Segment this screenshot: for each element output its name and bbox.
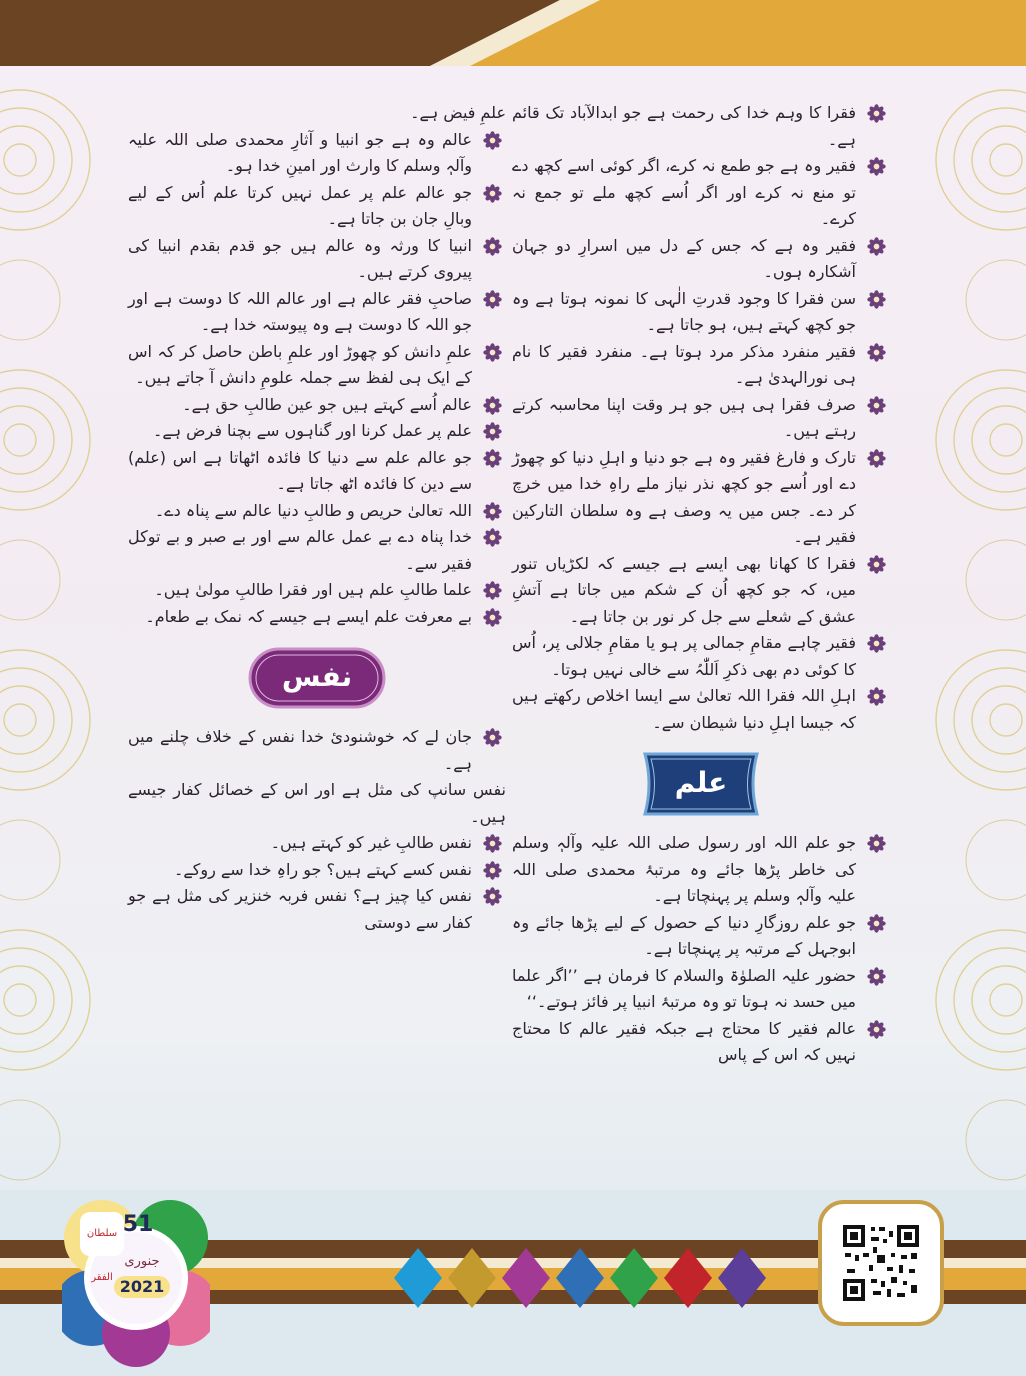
flower-bullet-icon [483,396,502,415]
flower-bullet-icon [483,237,502,256]
list-item-text: صرف فقرا ہی ہیں جو ہر وقت اپنا محاسبہ کرتے رہتے ہیں۔ [512,394,856,440]
flower-bullet-icon [867,834,886,853]
list-item-text: فقیر چاہے مقامِ جمالی پر ہو یا مقامِ جلالی پر، اُس کا کوئی دم بھی ذکرِ اَللّٰہُ سے خالی نہیں ہوتا۔ [512,633,856,679]
list-item [128,498,506,525]
list-item-text: فقرا کا کھانا بھی ایسے ہے جیسے کہ لکڑیاں تنور میں، کہ جو کچھ اُن کے شکم میں جاتا ہے آتشِ عشق کے شعلے سے جل کر نور بن جاتا ہے۔ [512,553,856,626]
list-item [128,830,506,857]
list-item [128,604,506,631]
list-item [512,286,890,339]
list-item-text: اہلِ اللہ فقرا اللہ تعالیٰ سے ایسا اخلاص رکھتے ہیں کہ جیسا اہلِ دنیا شیطان سے۔ [512,686,856,732]
list-item [512,100,890,153]
heading-nafs [247,646,387,710]
list-item [512,630,890,683]
list-item [512,551,890,631]
page-number: 51 [122,1212,154,1237]
flower-bullet-icon [483,834,502,853]
list-item-text: جان لے کہ خوشنودیٔ خدا نفس کے خلاف چلنے میں ہے۔ [128,727,472,773]
list-item-text: عالم اُسے کہتے ہیں جو عین طالبِ حق ہے۔ [182,394,472,414]
list-item-text: نفس کسے کہتے ہیں؟ جو راہِ خدا سے روکے۔ [173,859,472,879]
list-item [512,445,890,551]
flower-bullet-icon [867,1020,886,1039]
list-item-text: نفس طالبِ غیر کو کہتے ہیں۔ [270,833,472,852]
flower-bullet-icon [483,887,502,906]
flower-bullet-icon [483,343,502,362]
issue-year: 2021 [114,1276,170,1298]
list-item-text: نفس سانپ کی مثل ہے اور اس کے خصائل کفار جیسے ہیں۔ [128,780,506,826]
list-item [128,233,506,286]
flower-bullet-icon [483,184,502,203]
list-item [128,392,506,419]
list-item-text: فقیر وہ ہے جو طمع نہ کرے، اگر کوئی اسے کچھ دے تو منع نہ کرے اور اگر اُسے کچھ ملے تو جمع نہ کرے۔ [512,156,856,228]
flower-bullet-icon [483,290,502,309]
left-column-list-2 [128,724,506,936]
flower-bullet-icon [867,967,886,986]
flower-bullet-icon [867,157,886,176]
list-item-text: جو عالم علم پر عمل نہیں کرتا علم اُس کے لیے وبالِ جان بن جاتا ہے۔ [128,182,472,228]
flower-bullet-icon [483,861,502,880]
left-mandala-decoration [0,80,130,1210]
flower-bullet-icon [867,914,886,933]
list-item [128,286,506,339]
list-item-text: سن فقرا کا وجود قدرتِ الٰہی کا نمونہ ہوتا ہے وہ جو کچھ کہتے ہیں، ہو جاتا ہے۔ [512,288,856,334]
flower-bullet-icon [483,728,502,747]
flower-bullet-icon [867,104,886,123]
list-item-text: فقیر وہ ہے کہ جس کے دل میں اسرارِ دو جہان آشکارہ ہوں۔ [512,235,856,281]
list-item [128,724,506,777]
flower-bullet-icon [483,581,502,600]
list-item-text: بے معرفت علم ایسے ہے جیسے کہ نمک بے طعام۔ [145,606,472,626]
list-item-text: حضور علیہ الصلوٰۃ والسلام کا فرمان ہے ’’اگر علما میں حسد نہ ہوتا تو وہ مرتبۂ انبیا پر فائز ہوتے۔‘‘ [512,965,856,1011]
list-item [128,524,506,577]
list-item-text: نفس کیا چیز ہے؟ نفس فربہ خنزیر کی مثل ہے جو کفار سے دوستی [128,886,472,932]
left-text-column [128,100,506,936]
list-item-text: اللہ تعالیٰ حریص و طالبِ دنیا عالم سے پناہ دے۔ [154,500,472,520]
list-item-text: خدا پناہ دے بے عمل عالم سے اور بے صبر و بے توکل فقیر سے۔ [128,527,472,573]
flower-bullet-icon [867,555,886,574]
flower-bullet-icon [867,449,886,468]
list-item-text: عالم وہ ہے جو انبیا و آثارِ محمدی صلی اللہ علیہ وآلہٖ وسلم کا وارث اور امینِ خدا ہو۔ [128,129,472,175]
flower-bullet-icon [867,237,886,256]
list-item-text: تارک و فارغ فقیر وہ ہے جو دنیا و اہلِ دنیا کو چھوڑ دے اور اُسے جو کچھ نذر نیاز ملے راہِ خدا میں خرچ کر دے۔ جس میں یہ وصف ہے وہ سلطان التارکین فقیر ہے۔ [512,447,856,546]
list-item [128,577,506,604]
list-item [128,127,506,180]
list-item [128,180,506,233]
heading-ilm [631,752,771,816]
flower-bullet-icon [483,528,502,547]
magazine-logo: سلطان الفقر [80,1212,124,1256]
list-item-text: جو علم اللہ اور رسول صلی اللہ علیہ وآلہٖ وسلم کی خاطر پڑھا جائے وہ مرتبۂ محمدی صلی اللہ علیہ وآلہٖ وسلم پر پہنچاتا ہے۔ [512,833,856,905]
list-item-text: جو علم روزگارِ دنیا کے حصول کے لیے پڑھا جائے وہ ابوجہل کے مرتبہ پر پہنچاتا ہے۔ [512,912,856,958]
list-item-text: جو عالم علم سے دنیا کا فائدہ اٹھاتا ہے اس (علم) سے دین کا فائدہ اٹھ جاتا ہے۔ [128,447,472,493]
list-item [128,857,506,884]
qr-code[interactable] [818,1200,944,1326]
issue-month: جنوری [124,1254,160,1269]
list-item-text: فقرا کا وہم خدا کی رحمت ہے جو ابدالآباد تک قائم ہے۔ [512,103,856,149]
list-item [512,830,890,910]
list-item [128,777,506,830]
list-item-text: عالم فقیر کا محتاج ہے جبکہ فقیر عالم کا محتاج نہیں کہ اس کے پاس [512,1018,856,1064]
list-item-text: صاحبِ فقر عالم ہے اور عالم اللہ کا دوست ہے اور جو اللہ کا دوست ہے وہ پیوستہ خدا ہے۔ [128,288,472,334]
flower-bullet-icon [867,396,886,415]
list-item [512,1016,890,1069]
top-banner [0,0,1026,66]
right-column-list [512,100,890,736]
list-item [128,445,506,498]
heading-ilm-label: علم [674,766,728,799]
diamond-row-decoration [392,1246,782,1310]
qr-code-icon [843,1225,919,1301]
list-item [128,418,506,445]
flower-bullet-icon [483,131,502,150]
list-item-text: فقیر منفرد مذکر مرد ہوتا ہے۔ منفرد فقیر کا نام ہی نورالہدیٰ ہے۔ [512,341,856,387]
right-column-list-2 [512,830,890,1069]
flower-bullet-icon [483,608,502,627]
list-item-text: انبیا کا ورثہ وہ عالم ہیں جو قدم بقدم انبیا کی پیروی کرتے ہیں۔ [128,235,472,281]
list-item [512,910,890,963]
list-item-text: علمِ فیض ہے۔ [410,103,506,122]
list-item-text: علم پر عمل کرنا اور گناہوں سے بچنا فرض ہے۔ [152,421,472,440]
list-item [512,963,890,1016]
flower-bullet-icon [867,634,886,653]
list-item [512,392,890,445]
list-item [128,883,506,936]
flower-bullet-icon [867,290,886,309]
flower-bullet-icon [483,502,502,521]
right-mandala-decoration [896,80,1026,1210]
heading-nafs-label: نفس [281,660,353,693]
list-item-text: علمِ دانش کو چھوڑ اور علمِ باطن حاصل کر کہ اس کے ایک ہی لفظ سے جملہ علومِ دانش آ جاتے ہیں۔ [128,341,472,387]
list-item [512,339,890,392]
flower-bullet-icon [483,449,502,468]
list-item [128,339,506,392]
flower-bullet-icon [867,343,886,362]
flower-bullet-icon [483,422,502,441]
list-item [512,233,890,286]
left-column-list [128,100,506,630]
list-item-text: علما طالبِ علم ہیں اور فقرا طالبِ مولیٰ ہیں۔ [154,580,472,599]
list-item [128,100,506,127]
list-item [512,153,890,233]
flower-bullet-icon [867,687,886,706]
right-text-column [512,100,890,1069]
list-item [512,683,890,736]
